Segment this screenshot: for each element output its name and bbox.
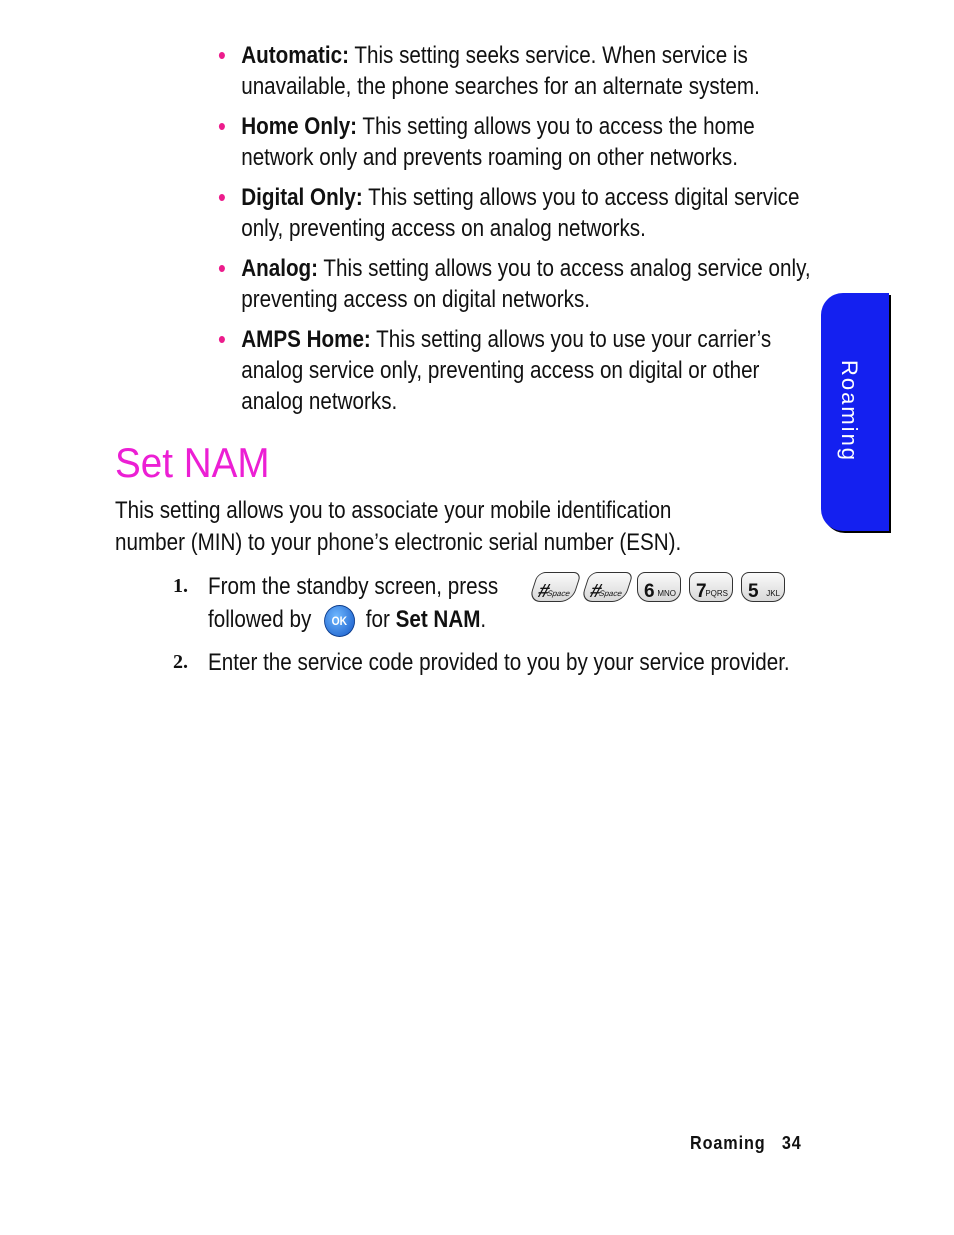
seven-key-icon — [689, 572, 733, 602]
bullet-icon: • — [218, 253, 226, 283]
list-item — [218, 253, 826, 315]
list-item — [218, 111, 826, 173]
key-letters: MNO — [657, 589, 676, 598]
setting-term: Analog: — [241, 255, 319, 282]
step-item — [173, 646, 813, 679]
setting-term: Home Only: — [241, 113, 358, 140]
step-number: 1. — [173, 575, 188, 597]
step-text: Enter the service code provided to you by your service provider. — [208, 649, 790, 676]
five-key-icon — [741, 572, 785, 602]
step-period: . — [480, 606, 487, 633]
six-key-icon — [637, 572, 681, 602]
key-glyph: 6 — [644, 581, 655, 602]
page-number: 34 — [781, 1133, 802, 1153]
setting-description: This setting allows you to access the home network only and prevents roaming on other networks. — [241, 113, 755, 171]
key-letters: PQRS — [705, 589, 728, 598]
setting-term: Automatic: — [241, 42, 350, 69]
footer-section: Roaming — [690, 1133, 766, 1153]
key-letters: Space — [545, 589, 572, 598]
bullet-icon: • — [218, 111, 226, 141]
setting-description: This setting allows you to access analog service only, preventing access on digital networks. — [241, 255, 811, 313]
list-item — [218, 40, 826, 102]
step-target: Set NAM — [395, 606, 481, 633]
list-item — [218, 182, 826, 244]
key-letters: JKL — [766, 589, 780, 598]
ok-key-icon: OK — [324, 605, 355, 637]
key-glyph: 5 — [748, 581, 759, 602]
side-tab-label: Roaming — [837, 360, 862, 463]
step-instruction: From the standby screen, press — [208, 573, 499, 600]
settings-bullet-list — [218, 40, 811, 426]
bullet-icon: • — [218, 324, 226, 354]
bullet-icon: • — [218, 182, 226, 212]
key-letters: Space — [597, 589, 624, 598]
setting-description: This setting seeks service. When service is unavailable, the phone searches for an alternate system. — [241, 42, 760, 100]
pound-key-icon — [580, 572, 634, 602]
page-footer — [690, 1133, 802, 1154]
setting-term: Digital Only: — [241, 184, 363, 211]
key-glyph: 7 — [696, 581, 707, 602]
section-heading: Set NAM — [115, 439, 270, 486]
step-number: 2. — [173, 651, 188, 673]
pound-key-icon — [528, 572, 582, 602]
step-instruction-for: for — [365, 606, 390, 633]
key-glyph: # — [587, 581, 605, 602]
setting-description: This setting allows you to use your carrier’s analog service only, preventing access on digital or other analog networks. — [241, 326, 772, 415]
key-glyph: # — [535, 581, 553, 602]
keypad-sequence — [533, 572, 785, 602]
step-item — [173, 570, 813, 634]
bullet-icon: • — [218, 40, 226, 70]
setting-description: This setting allows you to access digital service only, preventing access on analog networks. — [241, 184, 800, 242]
steps-list — [173, 570, 813, 691]
step-instruction-followed: followed by — [208, 606, 312, 633]
list-item — [218, 324, 826, 417]
section-intro: This setting allows you to associate your mobile identification number (MIN) to your phone’s electronic serial number (ESN). — [115, 497, 682, 556]
setting-term: AMPS Home: — [241, 326, 371, 353]
